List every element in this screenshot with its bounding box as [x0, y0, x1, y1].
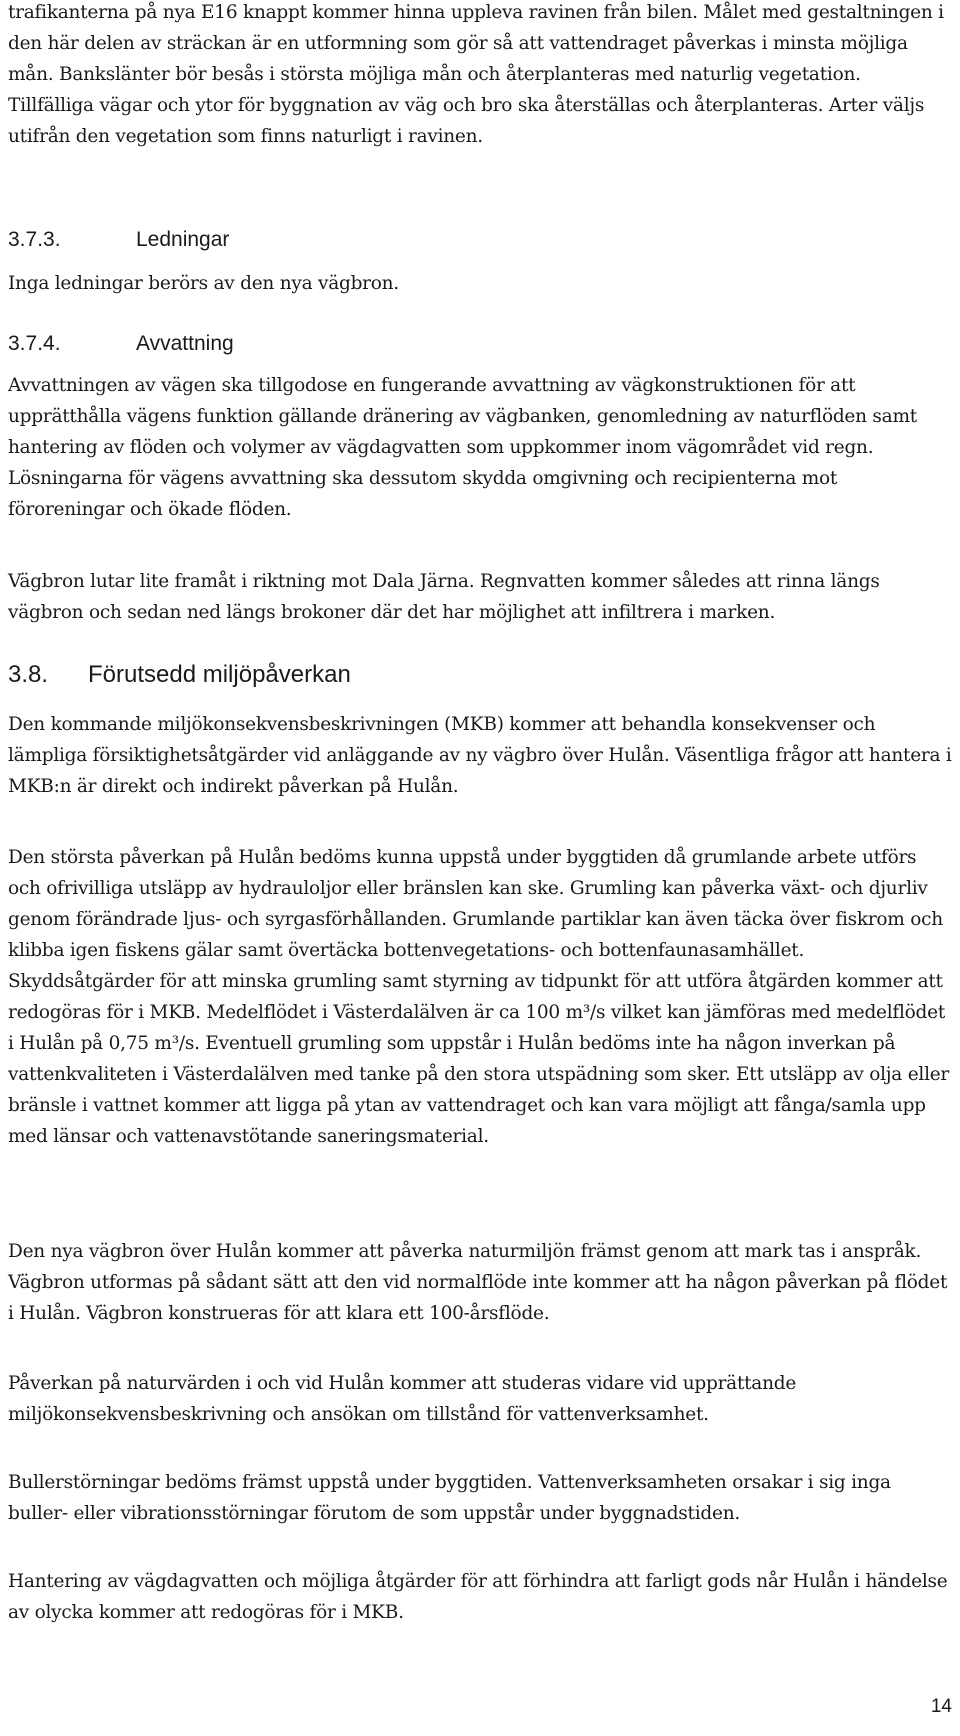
section-38-paragraph-6: Hantering av vägdagvatten och möjliga åtgärder för att förhindra att farligt gods når Hulån i händelse av olycka kommer att redogöras för i MKB. [8, 1571, 948, 1623]
section-38-title: Förutsedd miljöpåverkan [88, 661, 351, 688]
section-374-title: Avvattning [136, 332, 234, 355]
section-374-heading [8, 330, 952, 358]
page-number: 14 [930, 1696, 952, 1717]
intro-paragraph: trafikanterna på nya E16 knappt kommer hinna uppleva ravinen från bilen. Målet med gestaltningen i den här delen av sträckan är en utformning som gör så att vattendraget påverkas i minsta möjliga mån. Bankslänter bör besås i största möjliga mån och återplanteras med naturlig vegetation. Tillfälliga vägar och ytor för byggnation av väg och bro ska återställas och återplanteras. Arter väljs utifrån den vegetation som finns naturligt i ravinen. [8, 2, 944, 147]
section-374-number: 3.7.4. [8, 332, 61, 355]
section-373-title: Ledningar [136, 228, 230, 251]
section-38-paragraph-3: Den nya vägbron över Hulån kommer att påverka naturmiljön främst genom att mark tas i anspråk. Vägbron utformas på sådant sätt att den vid normalflöde inte kommer att ha någon påverkan på flödet i Hulån. Vägbron konstrueras för att klara ett 100-årsflöde. [8, 1241, 948, 1324]
section-38-number: 3.8. [8, 661, 49, 688]
section-38-paragraph-2: Den största påverkan på Hulån bedöms kunna uppstå under byggtiden då grumlande arbete utförs och ofrivilliga utsläpp av hydrauloljor eller bränslen kan ske. Grumling kan påverka växt- och djurliv genom förändrade ljus- och syrgasförhållanden. Grumlande partiklar kan även täcka över fiskrom och klibba igen fiskens gälar samt övertäcka bottenvegetations- och bottenfaunasamhället. Skyddsåtgärder för att minska grumling samt styrning av tidpunkt för att utföra åtgärden kommer att redogöras för i MKB. Medelflödet i Västerdalälven är ca 100 m³/s vilket kan jämföras med medelflödet i Hulån på 0,75 m³/s. Eventuell grumling som uppstår i Hulån bedöms inte ha någon inverkan på vattenkvaliteten i Västerdalälven med tanke på den stora utspädning som sker. Ett utsläpp av olja eller bränsle i vattnet kommer att ligga på ytan av vattendraget och kan vara möjligt att fånga/samla upp med länsar och vattenavstötande saneringsmaterial. [8, 847, 950, 1147]
section-38-paragraph-1: Den kommande miljökonsekvensbeskrivningen (MKB) kommer att behandla konsekvenser och lämpliga försiktighetsåtgärder vid anläggande av ny vägbro över Hulån. Väsentliga frågor att hantera i MKB:n är direkt och indirekt påverkan på Hulån. [8, 714, 952, 797]
section-373-heading [8, 226, 952, 254]
section-374-paragraph-1: Avvattningen av vägen ska tillgodose en fungerande avvattning av vägkonstruktionen för att upprätthålla vägens funktion gällande dränering av vägbanken, genomledning av naturflöden samt hantering av flöden och volymer av vägdagvatten som uppkommer inom vägområdet vid regn. Lösningarna för vägens avvattning ska dessutom skydda omgivning och recipienterna mot föroreningar och ökade flöden. [8, 375, 917, 520]
section-373-number: 3.7.3. [8, 228, 61, 251]
section-38-heading [8, 660, 952, 690]
section-38-paragraph-4: Påverkan på naturvärden i och vid Hulån kommer att studeras vidare vid upprättande miljökonsekvensbeskrivning och ansökan om tillstånd för vattenverksamhet. [8, 1373, 797, 1425]
section-373-body: Inga ledningar berörs av den nya vägbron. [8, 273, 399, 294]
section-38-paragraph-5: Bullerstörningar bedöms främst uppstå under byggtiden. Vattenverksamheten orsakar i sig inga buller- eller vibrationsstörningar förutom de som uppstår under byggnadstiden. [8, 1472, 891, 1524]
section-374-paragraph-2: Vägbron lutar lite framåt i riktning mot Dala Järna. Regnvatten kommer således att rinna längs vägbron och sedan ned längs brokoner där det har möjlighet att infiltrera i marken. [8, 571, 880, 623]
